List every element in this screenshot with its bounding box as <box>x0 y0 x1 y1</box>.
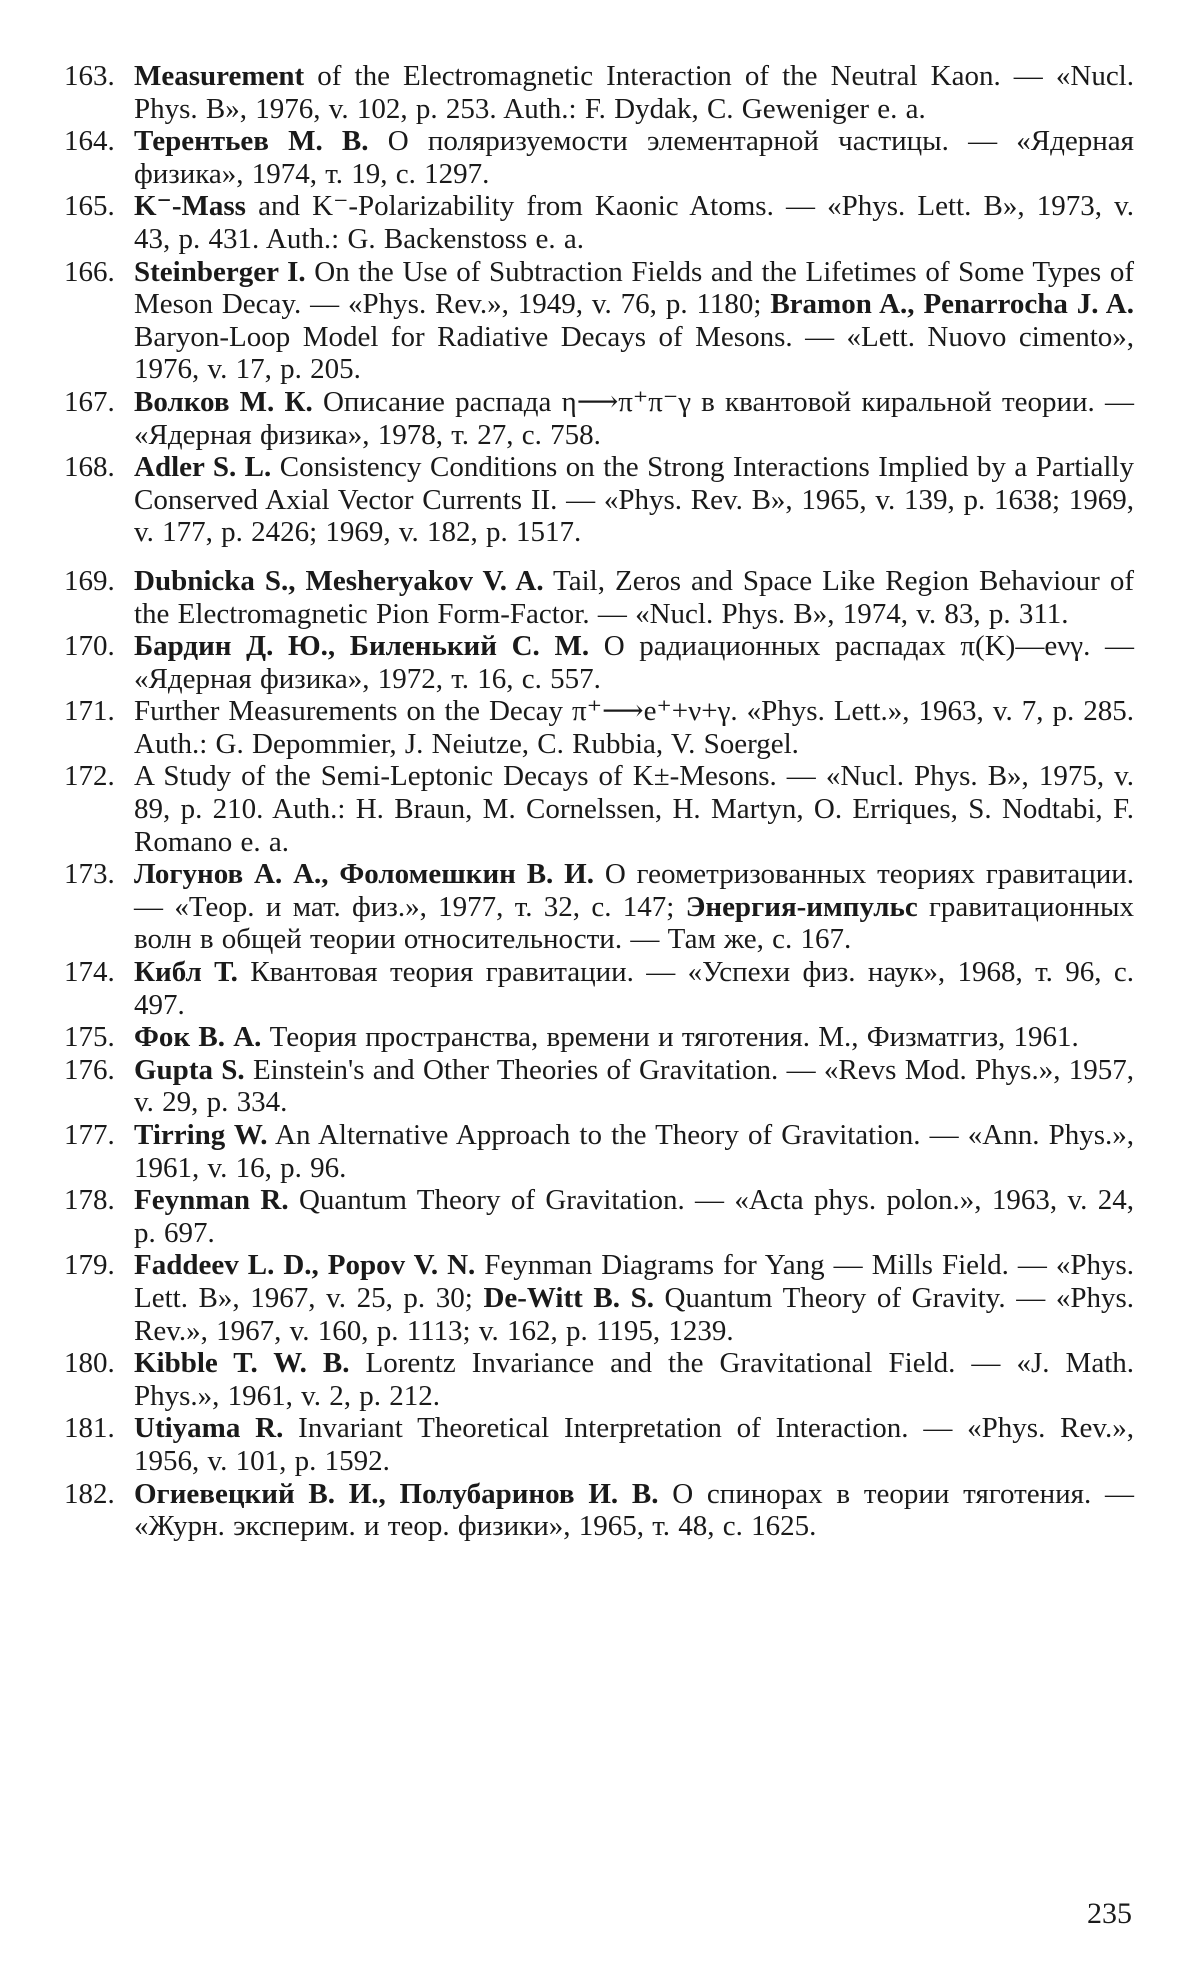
reference-author: Кибл Т. <box>134 956 238 989</box>
reference-author: Adler S. L. <box>134 451 272 484</box>
reference-author: Measurement <box>134 60 305 92</box>
reference-text: Consistency Conditions on the Strong Interactions Implied by a Partially Conserved Axial Vector Currents II. — «Phys. Rev. B», 1965, v. 139, p. 1638; 1969, v. 177, p. 2426; 1969, v. 182, p. 1517. <box>134 451 1134 549</box>
reference-author: Терентьев М. В. <box>134 125 369 158</box>
reference-author: K⁻-Mass <box>134 190 246 223</box>
reference-number: 178. <box>64 1184 115 1217</box>
reference-text: Tail, Zeros and Space Like Region Behaviour of the Electromagnetic Pion Form-Factor. — «Nucl. Phys. B», 1974, v. 83, p. 311. <box>134 564 1134 630</box>
reference-item <box>64 630 1134 695</box>
reference-number: 168. <box>64 451 115 484</box>
reference-text: Quantum Theory of Gravity. — «Phys. Rev.», 1967, v. 160, p. 1113; v. 162, p. 1195, 1239. <box>134 1281 1135 1347</box>
reference-text: гравитационных волн в общей теории относительности. — Там же, с. 167. <box>134 890 1134 956</box>
reference-item <box>64 1184 1134 1249</box>
reference-number: 175. <box>64 1021 115 1054</box>
reference-item <box>64 1412 1134 1477</box>
reference-item <box>64 858 1134 956</box>
reference-number: 169. <box>64 564 115 597</box>
reference-list <box>64 60 1134 1543</box>
reference-number: 176. <box>64 1053 115 1086</box>
reference-number: 165. <box>64 190 115 223</box>
reference-item <box>64 190 1134 255</box>
reference-item <box>64 1119 1134 1184</box>
reference-author: Фок В. А. <box>134 1021 262 1054</box>
reference-item <box>64 1021 1134 1054</box>
reference-item <box>64 1347 1134 1412</box>
reference-item <box>64 695 1134 760</box>
reference-number: 181. <box>64 1412 115 1445</box>
reference-item <box>64 256 1134 386</box>
reference-text: Baryon-Loop Model for Radiative Decays of Mesons. — «Lett. Nuovo cimento», 1976, v. 17, p. 205. <box>134 320 1134 386</box>
reference-item <box>64 1478 1134 1543</box>
reference-author: Tirring W. <box>134 1119 268 1151</box>
reference-text: О радиационных распадах π(K)—eνγ. — «Ядерная физика», 1972, т. 16, с. 557. <box>134 630 1135 695</box>
reference-text: On the Use of Subtraction Fields and the Lifetimes of Some Types of Meson Decay. — «Phys. Rev.», 1949, v. 76, p. 1180; <box>134 255 1134 321</box>
reference-author: Логунов А. А., Фоломешкин В. И. <box>134 858 594 891</box>
reference-author: De-Witt B. S. <box>483 1281 654 1314</box>
reference-item <box>64 956 1134 1021</box>
reference-number: 163. <box>64 60 115 92</box>
reference-text: Теория пространства, времени и тяготения. М., Физматгиз, 1961. <box>261 1021 1079 1054</box>
reference-text: Einstein's and Other Theories of Gravitation. — «Revs Mod. Phys.», 1957, v. 29, p. 334. <box>134 1053 1134 1119</box>
reference-item <box>64 386 1134 451</box>
reference-item <box>64 1249 1134 1347</box>
reference-number: 167. <box>64 385 115 418</box>
reference-text: An Alternative Approach to the Theory of Gravitation. — «Ann. Phys.», 1961, v. 16, p. 96. <box>134 1119 1134 1184</box>
reference-author: Gupta S. <box>134 1053 245 1086</box>
reference-text: of the Electromagnetic Interaction of the Neutral Kaon. — «Nucl. Phys. B», 1976, v. 102, p. 253. Auth.: F. Dydak, C. Geweniger e. a. <box>134 60 1134 125</box>
reference-item <box>64 565 1134 630</box>
reference-author: Dubnicka S., Mesheryakov V. A. <box>134 564 544 597</box>
reference-number: 182. <box>64 1477 115 1510</box>
reference-number: 164. <box>64 125 115 158</box>
reference-text: О поляризуемости элементарной частицы. — «Ядерная физика», 1974, т. 19, с. 1297. <box>134 125 1134 190</box>
reference-page <box>64 60 1134 1543</box>
reference-number: 179. <box>64 1249 115 1282</box>
reference-item <box>64 125 1134 190</box>
reference-number: 171. <box>64 695 115 728</box>
reference-number: 166. <box>64 255 115 288</box>
reference-text: and K⁻-Polarizability from Kaonic Atoms. — «Phys. Lett. B», 1973, v. 43, p. 431. Auth.: G. Backenstoss e. a. <box>134 190 1134 255</box>
reference-number: 172. <box>64 760 115 793</box>
reference-author: Огиевецкий В. И., Полубаринов И. В. <box>134 1477 659 1510</box>
reference-author: Волков М. К. <box>134 385 313 418</box>
reference-text: О спинорах в теории тяготения. — «Журн. эксперим. и теор. физики», 1965, т. 48, с. 1625. <box>134 1477 1134 1543</box>
reference-number: 180. <box>64 1347 115 1380</box>
reference-number: 173. <box>64 858 115 891</box>
reference-text: Invariant Theoretical Interpretation of Interaction. — «Phys. Rev.», 1956, v. 101, p. 1592. <box>134 1412 1134 1477</box>
page-number: 235 <box>1087 1897 1132 1930</box>
reference-author: Kibble T. W. B. <box>134 1347 350 1380</box>
reference-text: Quantum Theory of Gravitation. — «Acta phys. polon.», 1963, v. 24, p. 697. <box>134 1184 1134 1249</box>
reference-author: Utiyama R. <box>134 1412 284 1445</box>
reference-number: 174. <box>64 956 115 989</box>
reference-item <box>64 760 1134 858</box>
reference-author: Faddeev L. D., Popov V. N. <box>134 1249 476 1282</box>
reference-number: 170. <box>64 630 115 663</box>
reference-author: Steinberger I. <box>134 255 306 288</box>
reference-text: Описание распада η⟶π⁺π⁻γ в квантовой киральной теории. — «Ядерная физика», 1978, т. 27, с. 758. <box>134 385 1134 451</box>
reference-text: Квантовая теория гравитации. — «Успехи физ. наук», 1968, т. 96, с. 497. <box>134 956 1134 1021</box>
reference-text: Further Measurements on the Decay π⁺⟶e⁺+ν+γ. «Phys. Lett.», 1963, v. 7, p. 285. Auth.: G. Depommier, J. Neiutze, C. Rubbia, V. Soergel. <box>134 695 1134 760</box>
reference-text: A Study of the Semi-Leptonic Decays of K±-Mesons. — «Nucl. Phys. B», 1975, v. 89, p. 210. Auth.: H. Braun, M. Cornelssen, H. Martyn, O. Erriques, S. Nodtabi, F. Romano e. a. <box>134 760 1134 858</box>
reference-author: Энергия-импульс <box>685 890 918 923</box>
reference-item <box>64 1054 1134 1119</box>
reference-text: О геометризованных теориях гравитации. — «Теор. и мат. физ.», 1977, т. 32, с. 147; <box>134 858 1135 923</box>
reference-author: Feynman R. <box>134 1184 289 1217</box>
reference-text: Feynman Diagrams for Yang — Mills Field. — «Phys. Lett. B», 1967, v. 25, p. 30; <box>134 1249 1135 1314</box>
reference-item <box>64 60 1134 125</box>
reference-text: Lorentz Invariance and the Gravitational Field. — «J. Math. Phys.», 1961, v. 2, p. 212. <box>134 1347 1134 1412</box>
reference-item <box>64 451 1134 549</box>
reference-author: Бардин Д. Ю., Биленький С. М. <box>134 630 590 663</box>
reference-number: 177. <box>64 1119 115 1151</box>
reference-author: Bramon A., Penarrocha J. A. <box>770 288 1134 321</box>
